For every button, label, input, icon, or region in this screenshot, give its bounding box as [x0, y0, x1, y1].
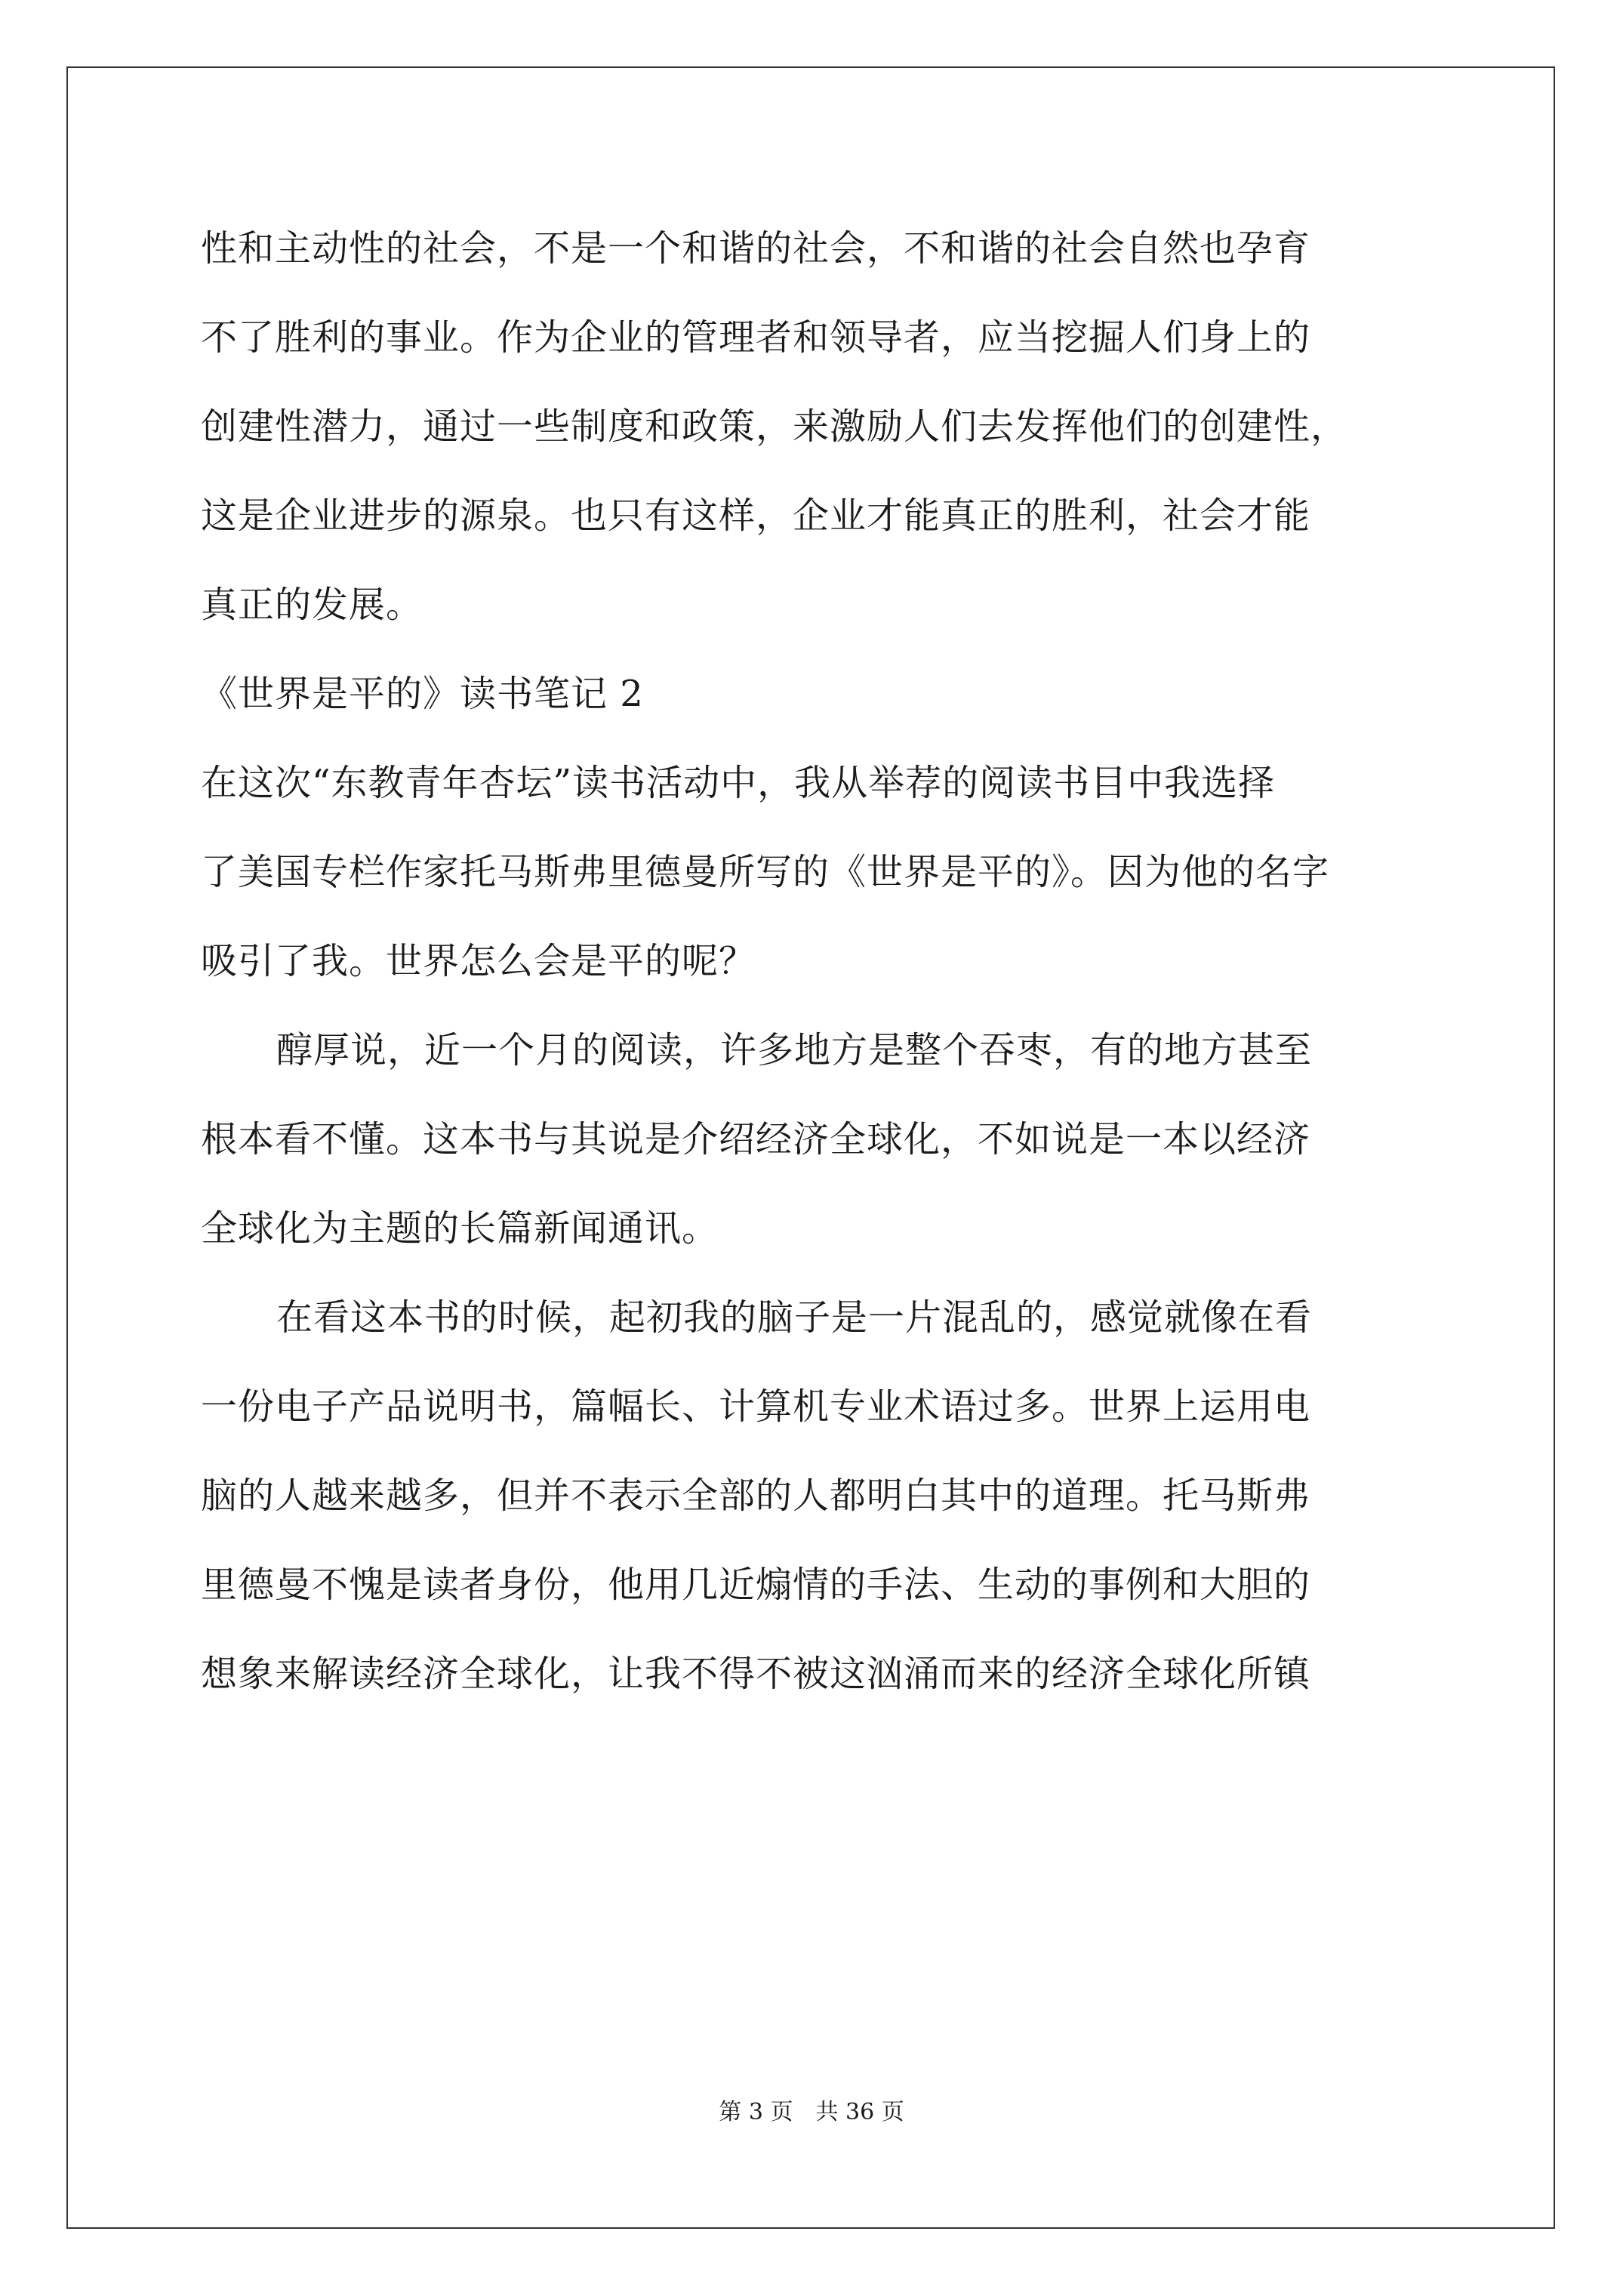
- text-line-14: 一份电子产品说明书，篇幅长、计算机专业术语过多。世界上运用电: [201, 1385, 1311, 1428]
- text-line-9: 吸引了我。世界怎么会是平的呢？: [201, 940, 756, 982]
- text-line-16: 里德曼不愧是读者身份，他用几近煽情的手法、生动的事例和大胆的: [201, 1564, 1311, 1606]
- text-line-8: 了美国专栏作家托马斯弗里德曼所写的《世界是平的》。因为他的名字: [201, 851, 1330, 893]
- text-line-17: 想象来解读经济全球化，让我不得不被这汹涌而来的经济全球化所镇: [201, 1653, 1311, 1695]
- text-line-13: 在看这本书的时候，起初我的脑子是一片混乱的，感觉就像在看: [276, 1296, 1313, 1339]
- text-line-3: 创建性潜力，通过一些制度和政策，来激励人们去发挥他们的创建性，: [201, 405, 1348, 448]
- section-heading: 《世界是平的》读书笔记 2: [201, 673, 644, 715]
- text-line-7: 在这次“东教青年杏坛”读书活动中，我从举荐的阅读书目中我选择: [201, 762, 1276, 804]
- text-line-12: 全球化为主题的长篇新闻通讯。: [201, 1207, 719, 1250]
- page-number: 第 3 页: [719, 2099, 793, 2125]
- text-line-15: 脑的人越来越多，但并不表示全部的人都明白其中的道理。托马斯弗: [201, 1475, 1311, 1517]
- document-body: [201, 204, 1439, 1718]
- text-line-1: 性和主动性的社会，不是一个和谐的社会，不和谐的社会自然也孕育: [201, 227, 1311, 270]
- page-footer: [0, 2097, 1623, 2128]
- text-line-11: 根本看不懂。这本书与其说是介绍经济全球化，不如说是一本以经济: [201, 1118, 1311, 1160]
- text-line-2: 不了胜利的事业。作为企业的管理者和领导者，应当挖掘人们身上的: [201, 316, 1311, 359]
- text-line-4: 这是企业进步的源泉。也只有这样，企业才能真正的胜利，社会才能: [201, 495, 1311, 537]
- text-line-5: 真正的发展。: [201, 584, 423, 626]
- text-line-10: 醇厚说，近一个月的阅读，许多地方是整个吞枣，有的地方甚至: [276, 1029, 1313, 1071]
- page-total: 共 36 页: [815, 2099, 904, 2125]
